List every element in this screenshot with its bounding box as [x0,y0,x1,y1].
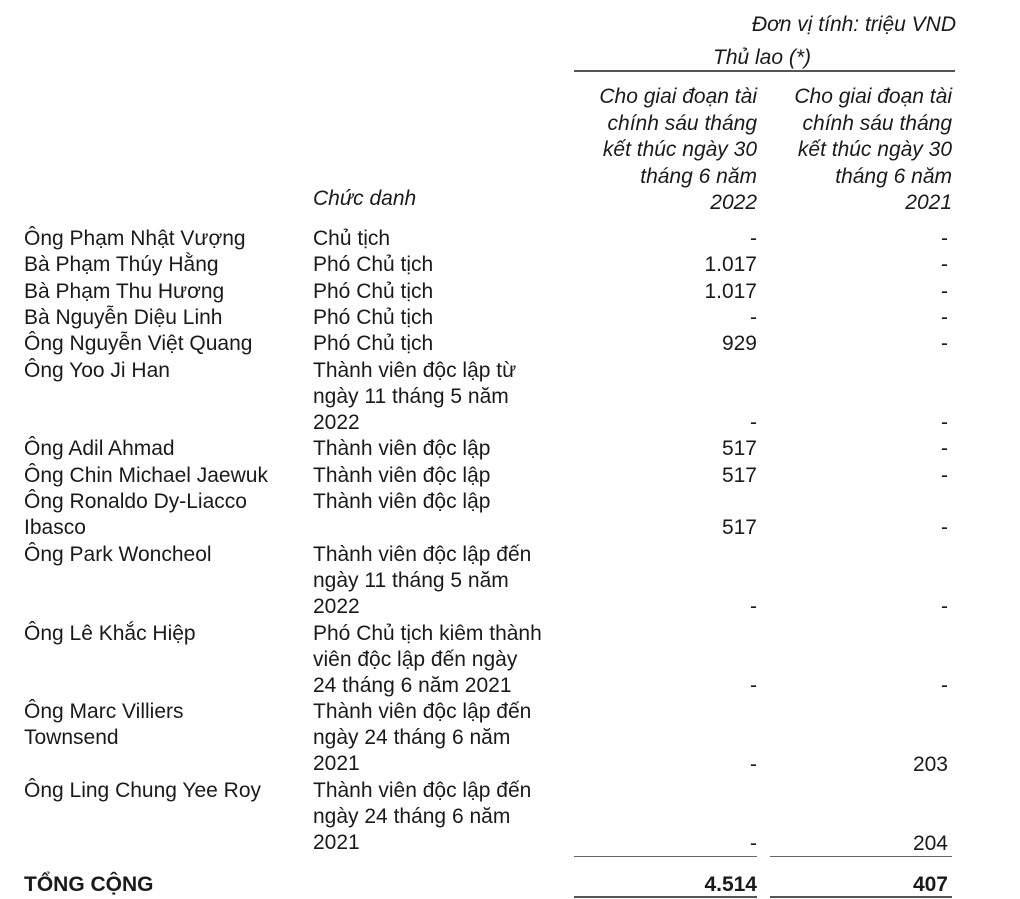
group-header: Thủ lao (*) [713,46,812,69]
total-rule-bottom-2022 [574,896,757,898]
value-2022: - [750,595,757,619]
value-2022: - [750,831,757,855]
member-position-line: 2022 [313,594,360,618]
member-name-line: Ông Marc Villiers [24,700,184,724]
value-2021: - [941,463,948,487]
member-position-line: ngày 11 tháng 5 năm [313,384,509,408]
value-2022: - [750,411,757,435]
member-name [24,331,252,357]
value-2021: - [941,227,948,250]
member-position-line: Thành viên độc lập từ [313,358,517,382]
member-position [313,331,433,357]
value-2021: - [941,253,948,277]
member-position [313,778,531,856]
member-position-line: ngày 24 tháng 6 năm [313,805,511,829]
member-name-line: Ông Yoo Ji Han [24,358,170,382]
member-name-line: Ông Park Woncheol [24,542,212,566]
member-position [313,279,433,305]
value-2021: - [941,674,948,698]
value-2022: 517 [721,437,757,461]
value-2021: - [941,516,948,540]
member-position-line: ngày 24 tháng 6 năm [313,726,511,750]
member-position [313,358,516,436]
total-rule-top-2021 [770,856,952,857]
column-header-2021: Cho giai đoạn tài chính sáu tháng kết thúc ngày 30 tháng 6 năm 2021 [794,85,952,214]
member-name-line: Ibasco [24,516,86,539]
unit-note: Đơn vị tính: triệu VND [751,13,956,36]
value-2022: - [750,753,757,776]
member-position-line: Phó Chủ tịch [313,332,434,356]
total-rule-top-2022 [574,856,757,857]
member-position-line: viên độc lập đến ngày [313,647,518,671]
value-2021: 204 [912,831,948,855]
total-2021: 407 [912,873,948,896]
member-name-line: Ông Lê Khắc Hiệp [24,621,196,645]
member-position-line: Phó Chủ tịch [313,305,434,329]
value-2022: - [750,227,757,250]
member-name [24,226,246,252]
value-2022: - [750,674,757,698]
member-position-line: Thành viên độc lập [313,463,491,487]
member-position [313,542,531,620]
member-name [24,358,170,384]
member-name [24,621,196,647]
member-name [24,252,219,278]
value-2022: 929 [721,332,757,356]
member-position-line: Phó Chủ tịch [313,279,434,303]
value-2021: - [941,595,948,619]
value-2022: 1.017 [704,279,757,303]
member-position-line: 2021 [313,752,360,776]
member-name-line: Ông Adil Ahmad [24,437,175,461]
member-name-line: Townsend [24,726,119,750]
value-2021: - [941,437,948,461]
member-position [313,305,433,331]
member-name-line: Bà Phạm Thúy Hằng [24,253,219,277]
member-position-line: Thành viên độc lập đến [313,779,532,803]
value-2021: - [941,279,948,303]
member-position [313,621,542,699]
total-label: TỔNG CỘNG [24,873,154,896]
member-name-line: Ông Nguyễn Việt Quang [24,332,253,356]
member-position-line: 24 tháng 6 năm 2021 [313,673,512,697]
member-name [24,778,261,804]
member-position [313,699,531,777]
member-position-line: Phó Chủ tịch kiêm thành [313,621,542,645]
member-position [313,489,490,515]
member-position [313,436,490,462]
value-2021: - [941,305,948,329]
member-position [313,226,390,252]
member-position-line: ngày 11 tháng 5 năm [313,568,509,592]
value-2022: - [750,305,757,329]
value-2022: 517 [721,463,757,487]
member-name-line: Bà Nguyễn Diệu Linh [24,305,223,329]
member-name-line: Ông Ronaldo Dy-Liacco [24,490,247,513]
member-name [24,279,224,305]
member-position-line: Thành viên độc lập đến [313,700,532,724]
member-name-line: Ông Chin Michael Jaewuk [24,463,268,487]
column-header-position: Chức danh [313,187,417,210]
member-name-line: Ông Phạm Nhật Vượng [24,227,246,250]
member-position [313,252,433,278]
column-header-2022: Cho giai đoạn tài chính sáu tháng kết thúc ngày 30 tháng 6 năm 2022 [599,85,757,214]
member-name [24,305,222,331]
total-2022: 4.514 [704,873,757,896]
value-2021: - [941,411,948,435]
member-position-line: Thành viên độc lập [313,490,491,513]
value-2021: 203 [912,753,948,776]
member-position-line: 2021 [313,831,360,855]
member-position [313,463,490,489]
member-name [24,463,268,489]
value-2021: - [941,332,948,356]
member-position-line: Thành viên độc lập đến [313,542,532,566]
member-position-line: Chủ tịch [313,227,391,250]
member-name-line: Bà Phạm Thu Hương [24,279,225,303]
member-name [24,542,212,568]
total-rule-bottom-2021 [770,896,952,898]
member-position-line: Thành viên độc lập [313,437,491,461]
member-name [24,699,184,751]
member-position-line: Phó Chủ tịch [313,253,434,277]
member-name-line: Ông Ling Chung Yee Roy [24,779,262,803]
member-name [24,436,175,462]
value-2022: 517 [721,516,757,540]
header-rule [574,70,955,72]
member-name [24,489,247,541]
member-position-line: 2022 [313,410,360,434]
value-2022: 1.017 [704,253,757,277]
